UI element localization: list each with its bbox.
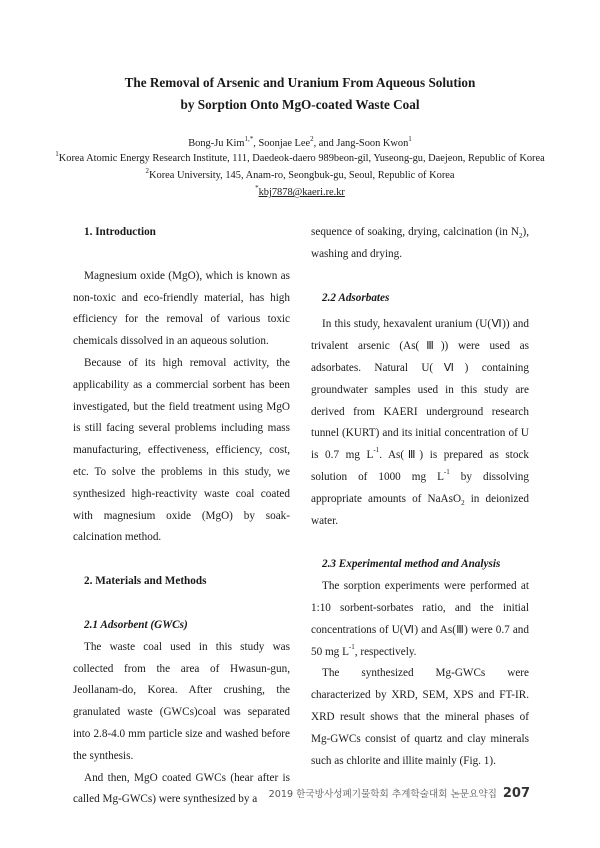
text-run: sequence of soaking, drying, calcination (in N <box>311 226 519 238</box>
subsection-heading-experimental: 2.3 Experimental method and Analysis <box>322 558 501 571</box>
text-run: in deionized water. <box>311 492 529 527</box>
author-affiliation-mark: 2 <box>310 134 314 143</box>
paragraph: The waste coal used in this study was collected from the area of Hwasun-gun, Jeollanam-do, Korea. After crushing, the granulated waste (GWCs)coal was separated into 2.8-4.0 mm particle size and washed before the synthesis. <box>73 640 290 762</box>
text-run: by dissolving appropriate amounts of NaAsO <box>311 470 529 505</box>
author-name: , and Jang-Soon Kwon <box>313 138 409 149</box>
affiliation-mark: 2 <box>145 166 149 175</box>
superscript: -1 <box>348 642 355 651</box>
superscript: -1 <box>373 446 380 455</box>
affiliation-text: Korea University, 145, Anam-ro, Seongbuk-gu, Seoul, Republic of Korea <box>149 170 455 181</box>
author-name: Bong-Ju Kim <box>188 138 245 149</box>
author-affiliation-mark: 1 <box>408 134 412 143</box>
left-column <box>73 222 290 811</box>
text-run: The sorption experiments were performed at 1:10 sorbent-sorbates ratio, and the initial concentrations of U(Ⅵ) and As(Ⅲ) were 0.7 and 50 mg L <box>311 580 529 658</box>
subsection-heading-adsorbates: 2.2 Adsorbates <box>322 291 390 304</box>
subsection-heading-adsorbent: 2.1 Adsorbent (GWCs) <box>84 618 188 631</box>
subscript: 2 <box>518 232 523 241</box>
email-link[interactable]: kbj7878@kaeri.re.kr <box>258 187 345 198</box>
superscript: -1 <box>443 468 450 477</box>
affiliation-2 <box>0 166 600 183</box>
subscript: 2 <box>461 499 465 507</box>
paragraph: Magnesium oxide (MgO), which is known as non-toxic and eco-friendly material, has high efficiency for the removal of various toxic chemicals dissolved in an aqueous solution. <box>73 269 290 348</box>
text-run: , respectively. <box>354 645 417 658</box>
paragraph <box>311 576 529 663</box>
section-heading-materials-methods: 2. Materials and Methods <box>84 575 207 588</box>
text-run: . As(Ⅲ) is prepared as stock solution of 1000 mg L <box>311 449 529 483</box>
paper-title-line-2: by Sorption Onto MgO-coated Waste Coal <box>180 97 420 112</box>
section-heading-introduction: 1. Introduction <box>84 226 156 238</box>
author-name: , Soonjae Lee <box>253 138 311 149</box>
page-footer <box>269 786 530 801</box>
paper-title-line-1: The Removal of Arsenic and Uranium From Aqueous Solution <box>124 75 476 90</box>
text-run: In this study, hexavalent uranium (U(Ⅵ)) and trivalent arsenic (As(Ⅲ)) were used as adsorbates. Natural U(Ⅵ) containing groundwater samples used in this study are derived from KAERI underground research tunnel (KURT) and its initial concentration of U is 0.7 mg L <box>311 318 529 462</box>
affiliation-1 <box>0 149 600 166</box>
paragraph: And then, MgO coated GWCs (hear after is called Mg-GWCs) were synthesized by a <box>73 771 290 806</box>
right-column <box>311 222 529 772</box>
paragraph: Because of its high removal activity, the applicability as a commercial sorbent has been investigated, but the field treatment using MgO is still facing several problems including mass manufacturing, effectiveness, efficiency, cost, etc. To solve the problems in this study, we synthesized high-reactivity waste coal coated with magnesium oxide (MgO) by soak-calcination method. <box>73 356 290 544</box>
page-number: 207 <box>502 786 530 801</box>
paragraph <box>311 314 529 532</box>
corresponding-email <box>0 183 600 200</box>
corresponding-mark: * <box>255 183 259 192</box>
author-affiliation-mark: 1,* <box>244 134 254 143</box>
author-list <box>0 134 600 151</box>
affiliation-text: Korea Atomic Energy Research Institute, 111, Daedeok-daero 989beon-gil, Yuseong-gu, Daejeon, Republic of Korea <box>58 153 545 164</box>
paragraph-continued <box>311 222 529 266</box>
paragraph: The synthesized Mg-GWCs were characterized by XRD, SEM, XPS and FT-IR. XRD result shows that the mineral phases of Mg-GWCs consist of quartz and clay minerals such as chlorite and illite mainly (Fig. 1). <box>311 667 529 767</box>
affiliation-mark: 1 <box>55 149 59 158</box>
text-run: ), washing and drying. <box>311 226 529 260</box>
conference-name: 2019 한국방사성폐기물학회 추계학술대회 논문요약집 <box>268 789 497 800</box>
